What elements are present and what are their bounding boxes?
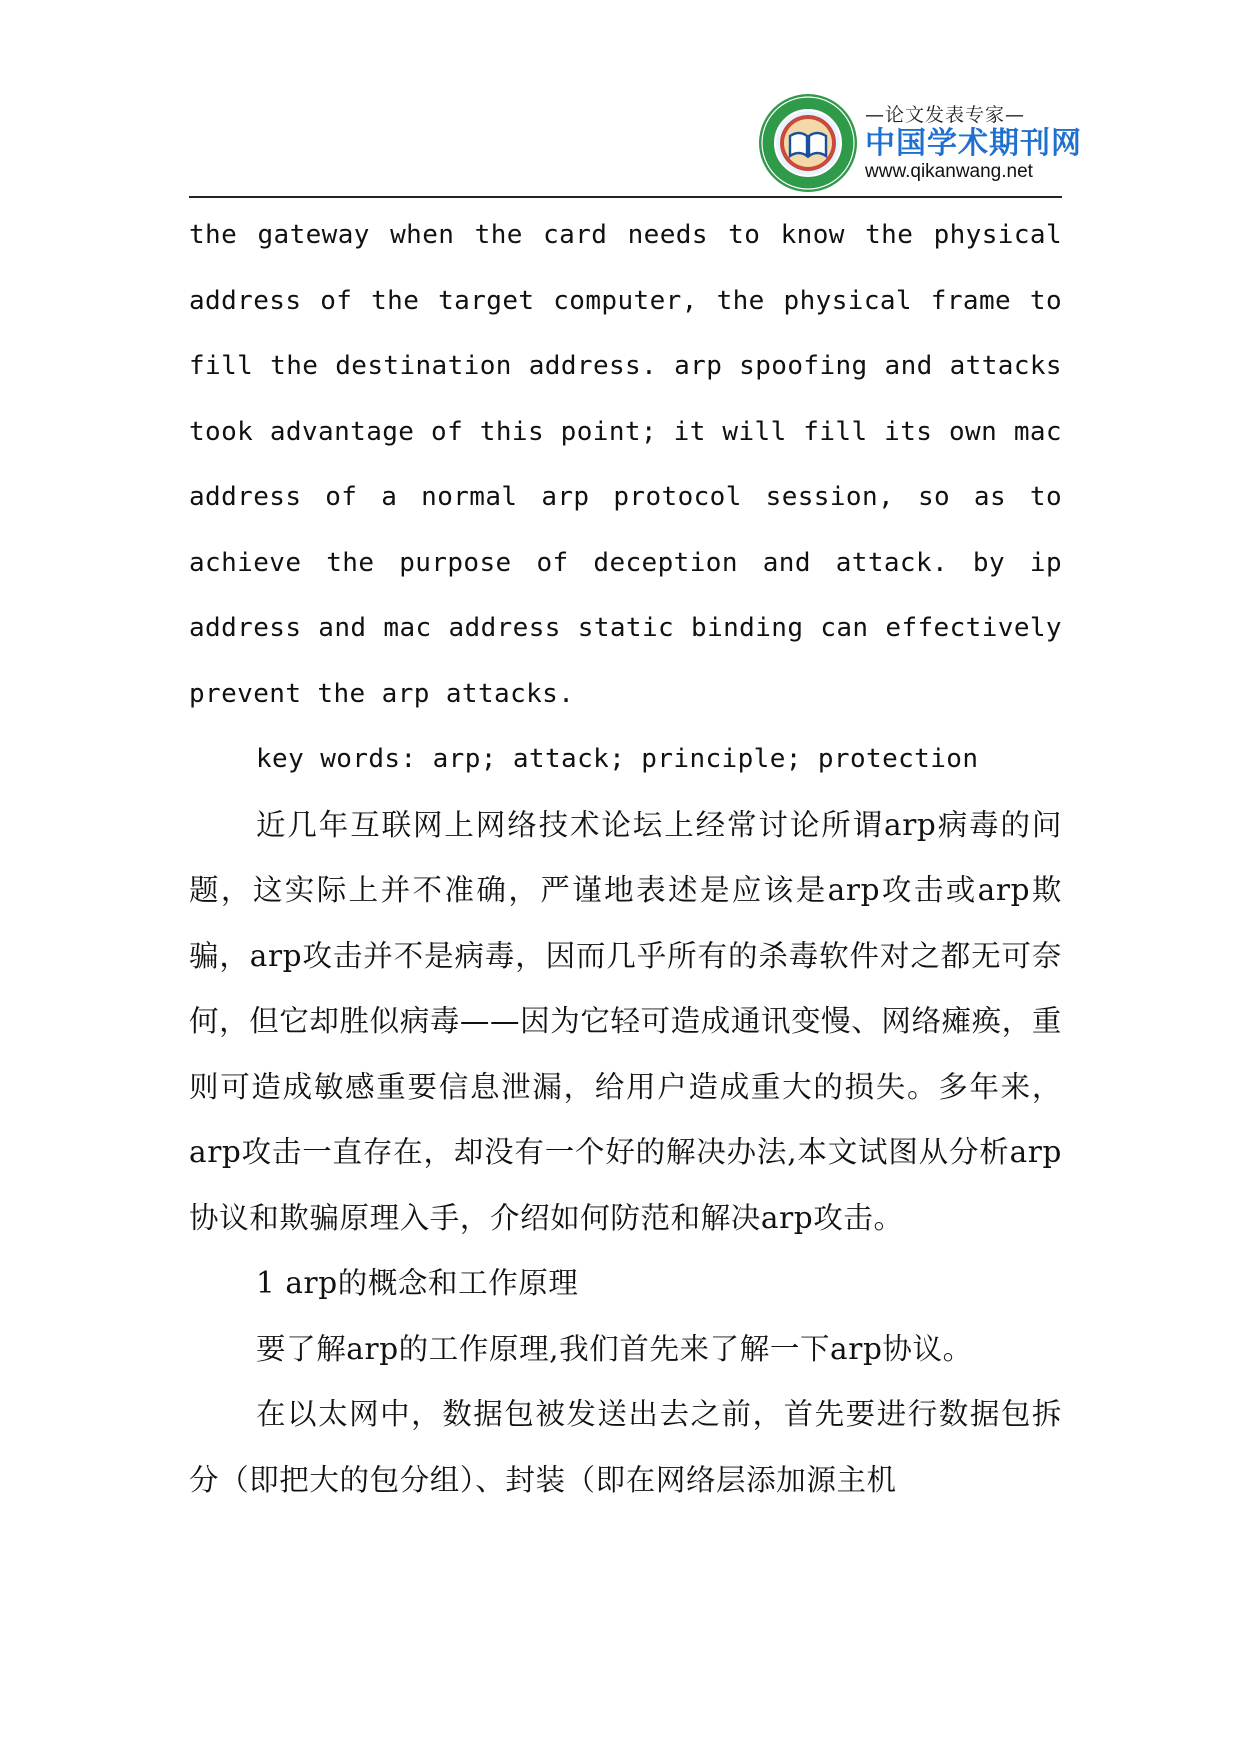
journal-seal-logo: [757, 92, 859, 194]
journal-name: 中国学术期刊网: [865, 126, 1082, 161]
journal-url: www.qikanwang.net: [865, 161, 1033, 182]
header-divider: [189, 196, 1062, 198]
ethernet-paragraph: 在以太网中，数据包被发送出去之前，首先要进行数据包拆分（即把大的包分组）、封装（即在网络层添加源主机: [189, 1397, 1062, 1497]
section-heading: 1 arp的概念和工作原理: [256, 1266, 579, 1300]
document-body: [189, 203, 1062, 1513]
journal-brand: [865, 104, 1082, 182]
keywords-line: key words: arp; attack; principle; protection: [256, 744, 979, 774]
journal-header: [757, 88, 1082, 198]
section-intro-paragraph: 要了解arp的工作原理,我们首先来了解一下arp协议。: [256, 1331, 973, 1366]
journal-slogan: —论文发表专家—: [865, 104, 1026, 126]
abstract-continuation: the gateway when the card needs to know the physical address of the target computer, the physical frame to fill the destination address. arp spoofing and attacks took advantage of this point; it will fill its own mac address of a normal arp protocol session, so as to achieve the purpose of deception and attack. by ip address and mac address static binding can effectively prevent the arp attacks.: [189, 220, 1062, 709]
intro-paragraph: 近几年互联网上网络技术论坛上经常讨论所谓arp病毒的问题，这实际上并不准确，严谨地表述是应该是arp攻击或arp欺骗，arp攻击并不是病毒，因而几乎所有的杀毒软件对之都无可奈何，但它却胜似病毒——因为它轻可造成通讯变慢、网络瘫痪，重则可造成敏感重要信息泄漏，给用户造成重大的损失。多年来，arp攻击一直存在，却没有一个好的解决办法,本文试图从分析arp协议和欺骗原理入手，介绍如何防范和解决arp攻击。: [189, 807, 1062, 1235]
